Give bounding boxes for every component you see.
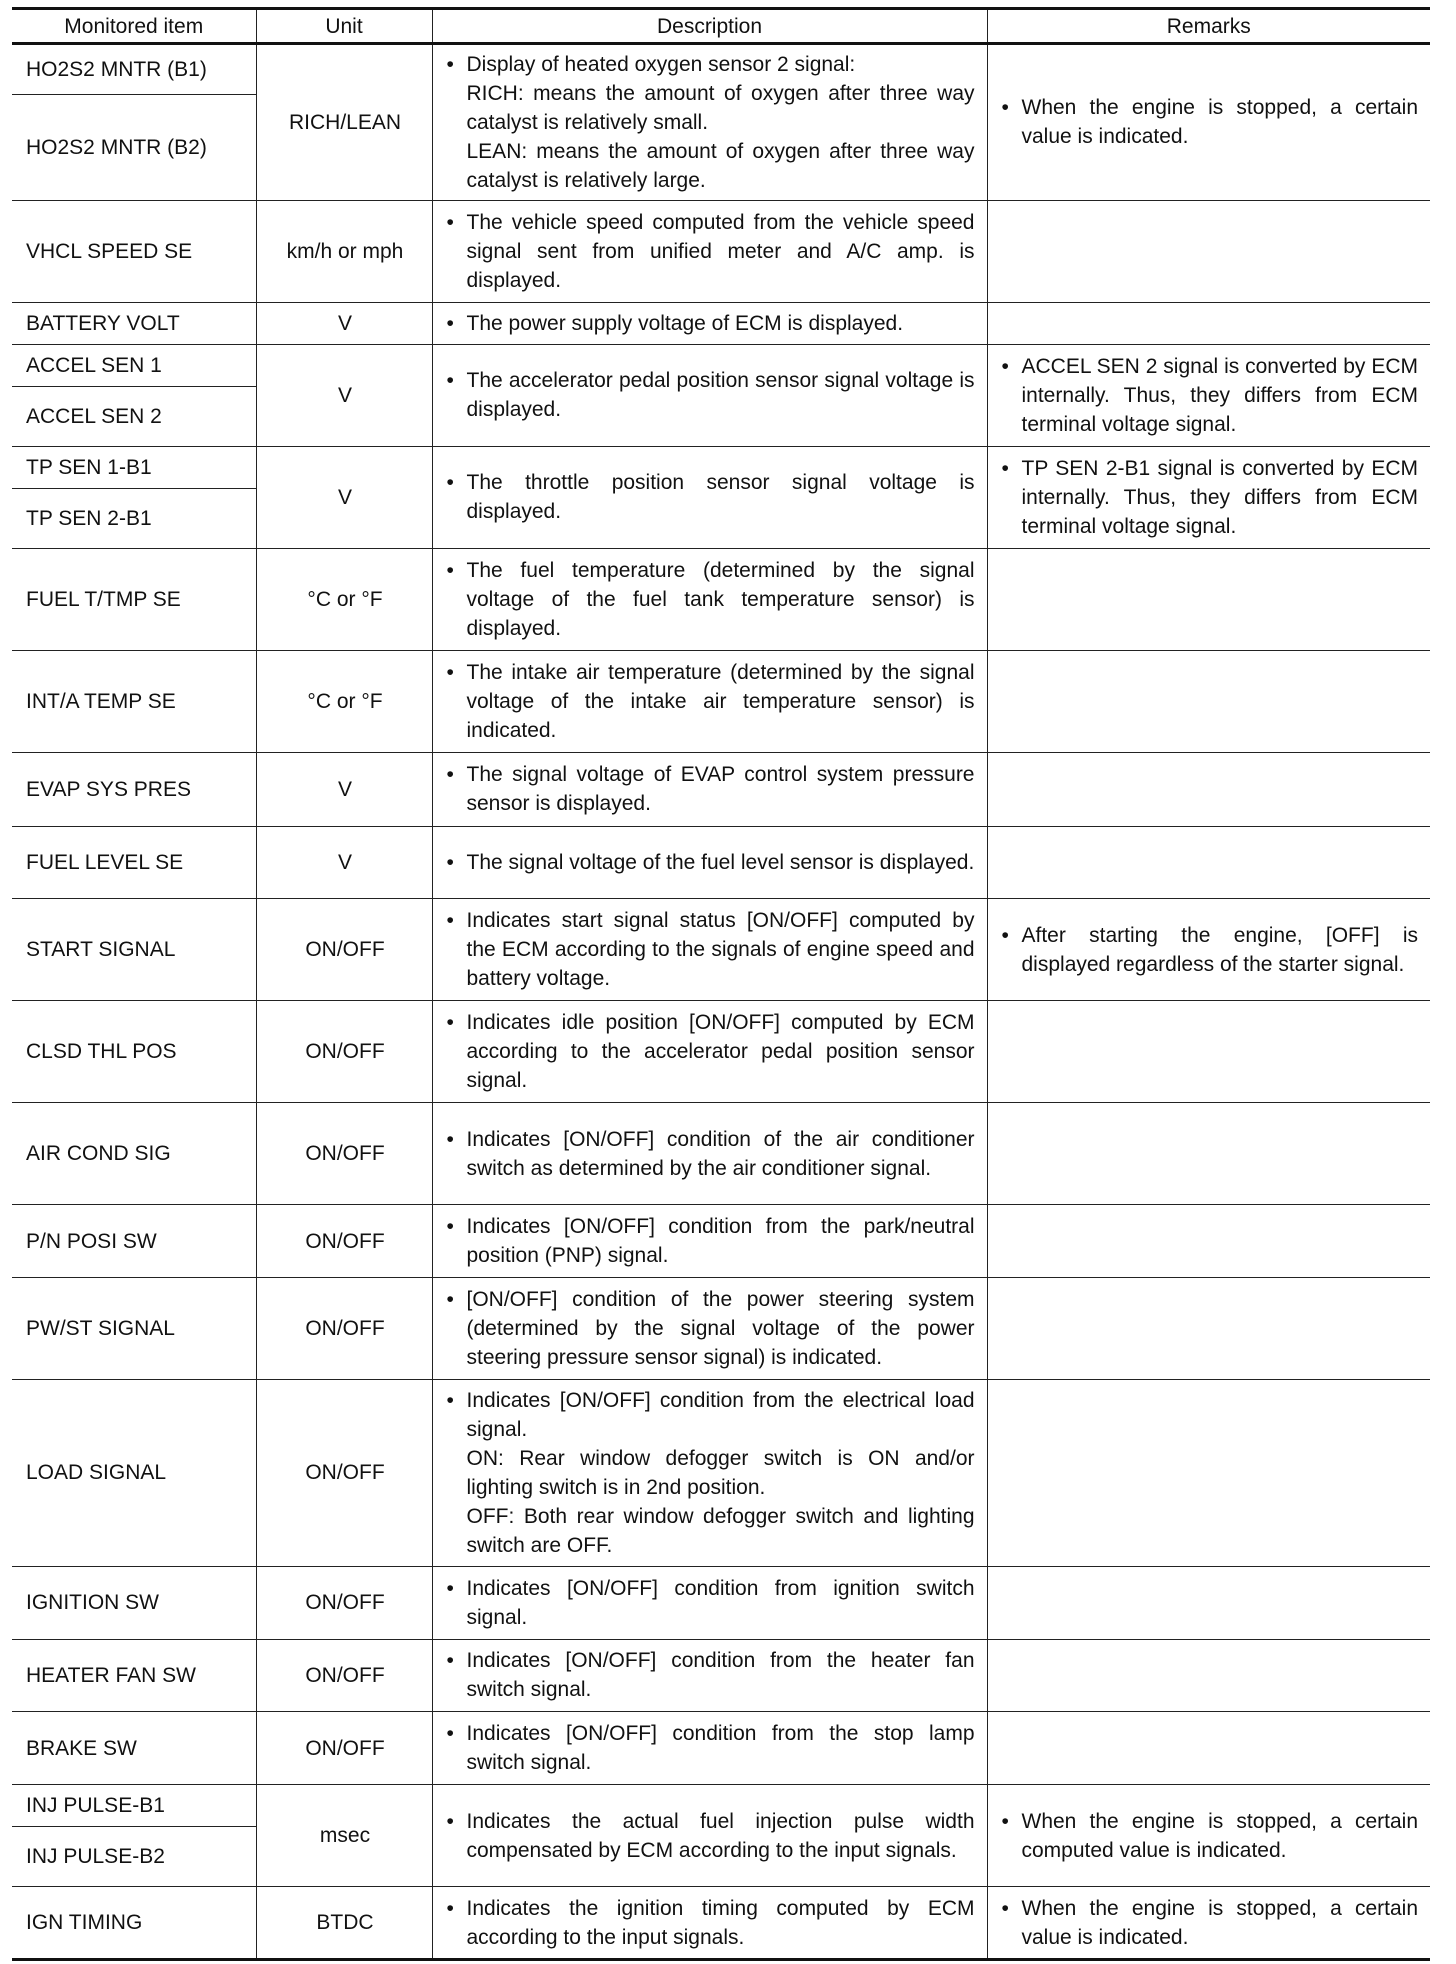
remarks-cell	[987, 1887, 1430, 1960]
remarks-cell	[987, 1566, 1430, 1639]
unit-cell: V	[256, 344, 432, 446]
monitored-item: BRAKE SW	[12, 1712, 256, 1785]
remark-text: When the engine is stopped, a certain computed value is indicated.	[1021, 1809, 1418, 1862]
unit-cell: ON/OFF	[256, 1639, 432, 1712]
bullet: •	[1001, 923, 1009, 947]
monitored-item: P/N POSI SW	[12, 1205, 256, 1278]
unit-cell: ON/OFF	[256, 1001, 432, 1103]
description-cell	[432, 650, 987, 752]
monitored-item: HEATER FAN SW	[12, 1639, 256, 1712]
description-text: Indicates [ON/OFF] condition of the air conditioner switch as determined by the air conditioner signal.	[466, 1127, 975, 1180]
monitored-item: PW/ST SIGNAL	[12, 1278, 256, 1380]
monitored-item: START SIGNAL	[12, 899, 256, 1001]
bullet: •	[446, 1576, 454, 1600]
description-text: The intake air temperature (determined by the signal voltage of the intake air temperature sensor) is indicated.	[466, 660, 975, 742]
table-row	[12, 826, 1430, 899]
description-cell	[432, 1785, 987, 1887]
remarks-cell	[987, 302, 1430, 344]
bullet: •	[446, 1722, 454, 1746]
bullet: •	[446, 369, 454, 393]
unit-cell: RICH/LEAN	[256, 44, 432, 201]
bullet: •	[446, 1896, 454, 1920]
bullet: •	[446, 1809, 454, 1833]
unit-cell: °C or °F	[256, 650, 432, 752]
monitored-item: ACCEL SEN 1	[12, 344, 256, 386]
unit-cell: V	[256, 302, 432, 344]
bullet: •	[446, 1288, 454, 1312]
description-text: The signal voltage of EVAP control system pressure sensor is displayed.	[466, 763, 975, 816]
unit-cell: msec	[256, 1785, 432, 1887]
bullet: •	[446, 1649, 454, 1673]
description-cell	[432, 1887, 987, 1960]
remarks-cell	[987, 548, 1430, 650]
bullet: •	[1001, 1809, 1009, 1833]
description-cell	[432, 1566, 987, 1639]
description-cell	[432, 1278, 987, 1380]
remarks-cell	[987, 44, 1430, 201]
description-cell	[432, 44, 987, 201]
bullet: •	[446, 1388, 454, 1412]
unit-cell: ON/OFF	[256, 899, 432, 1001]
table-row	[12, 1887, 1430, 1960]
description-text: Indicates the ignition timing computed by ECM according to the input signals.	[466, 1896, 975, 1949]
description-text: [ON/OFF] condition of the power steering system (determined by the signal voltage of the power steering pressure sensor signal) is indicated.	[466, 1288, 975, 1370]
unit-cell: V	[256, 826, 432, 899]
table-row	[12, 899, 1430, 1001]
remarks-cell	[987, 899, 1430, 1001]
monitored-item: EVAP SYS PRES	[12, 752, 256, 826]
monitored-item: IGN TIMING	[12, 1887, 256, 1960]
unit-cell: ON/OFF	[256, 1278, 432, 1380]
table-row	[12, 1785, 1430, 1827]
table-row	[12, 1278, 1430, 1380]
description-line: Indicates [ON/OFF] condition from the electrical load signal.	[466, 1388, 975, 1441]
description-cell	[432, 752, 987, 826]
description-text: The signal voltage of the fuel level sensor is displayed.	[466, 850, 975, 874]
description-line: RICH: means the amount of oxygen after three way catalyst is relatively small.	[466, 81, 975, 134]
monitored-item: IGNITION SW	[12, 1566, 256, 1639]
monitored-item: BATTERY VOLT	[12, 302, 256, 344]
unit-cell: km/h or mph	[256, 200, 432, 302]
description-cell	[432, 1639, 987, 1712]
remarks-cell	[987, 344, 1430, 446]
bullet: •	[446, 311, 454, 335]
unit-cell: V	[256, 446, 432, 548]
remarks-cell	[987, 650, 1430, 752]
description-cell	[432, 1205, 987, 1278]
table-row	[12, 1001, 1430, 1103]
description-text: Indicates [ON/OFF] condition from the park/neutral position (PNP) signal.	[466, 1215, 975, 1268]
bullet: •	[446, 1127, 454, 1151]
remarks-cell	[987, 1380, 1430, 1567]
description-text: The vehicle speed computed from the vehicle speed signal sent from unified meter and A/C amp. is displayed.	[466, 210, 975, 292]
unit-cell: °C or °F	[256, 548, 432, 650]
description-cell	[432, 1103, 987, 1205]
description-text: The power supply voltage of ECM is displayed.	[466, 311, 904, 335]
remarks-cell	[987, 1001, 1430, 1103]
remark-text: After starting the engine, [OFF] is displayed regardless of the starter signal.	[1021, 923, 1418, 976]
description-text: The fuel temperature (determined by the signal voltage of the fuel tank temperature sensor) is displayed.	[466, 558, 975, 640]
header-row	[12, 9, 1430, 44]
description-cell	[432, 302, 987, 344]
monitored-item: FUEL T/TMP SE	[12, 548, 256, 650]
monitor-item-table	[12, 7, 1430, 1961]
table-row	[12, 1103, 1430, 1205]
unit-cell: ON/OFF	[256, 1103, 432, 1205]
remark-text: TP SEN 2-B1 signal is converted by ECM internally. Thus, they differs from ECM terminal voltage signal.	[1021, 456, 1418, 538]
remarks-cell	[987, 446, 1430, 548]
remarks-cell	[987, 200, 1430, 302]
bullet: •	[1001, 456, 1009, 480]
monitored-item: AIR COND SIG	[12, 1103, 256, 1205]
bullet: •	[446, 210, 454, 234]
remarks-cell	[987, 752, 1430, 826]
bullet: •	[446, 1011, 454, 1035]
remarks-cell	[987, 826, 1430, 899]
description-line: LEAN: means the amount of oxygen after three way catalyst is relatively large.	[466, 139, 975, 192]
table-row	[12, 302, 1430, 344]
header-description: Description	[432, 9, 987, 44]
table-row	[12, 44, 1430, 95]
bullet: •	[1001, 1896, 1009, 1920]
monitored-item: LOAD SIGNAL	[12, 1380, 256, 1567]
monitored-item: INT/A TEMP SE	[12, 650, 256, 752]
description-cell	[432, 548, 987, 650]
remarks-cell	[987, 1785, 1430, 1887]
bullet: •	[446, 1215, 454, 1239]
description-text: Indicates [ON/OFF] condition from ignition switch signal.	[466, 1576, 975, 1629]
monitored-item: TP SEN 2-B1	[12, 489, 256, 549]
remark-text: When the engine is stopped, a certain value is indicated.	[1021, 96, 1418, 149]
bullet: •	[446, 763, 454, 787]
description-cell	[432, 446, 987, 548]
table-row	[12, 548, 1430, 650]
remarks-cell	[987, 1278, 1430, 1380]
description-text: Indicates the actual fuel injection pulse width compensated by ECM according to the input signals.	[466, 1809, 975, 1862]
header-monitored-item: Monitored item	[12, 9, 256, 44]
header-unit: Unit	[256, 9, 432, 44]
description-cell	[432, 1380, 987, 1567]
header-remarks: Remarks	[987, 9, 1430, 44]
description-line: OFF: Both rear window defogger switch and lighting switch are OFF.	[466, 1504, 975, 1557]
remarks-cell	[987, 1103, 1430, 1205]
table-row	[12, 1712, 1430, 1785]
table-row	[12, 1566, 1430, 1639]
remarks-cell	[987, 1205, 1430, 1278]
monitored-item: INJ PULSE-B2	[12, 1827, 256, 1887]
monitored-item: VHCL SPEED SE	[12, 200, 256, 302]
description-cell	[432, 826, 987, 899]
bullet: •	[446, 471, 454, 495]
description-text: Indicates idle position [ON/OFF] computed by ECM according to the accelerator pedal position sensor signal.	[466, 1011, 975, 1093]
bullet: •	[446, 850, 454, 874]
description-cell	[432, 899, 987, 1001]
table-row	[12, 344, 1430, 386]
table-row	[12, 650, 1430, 752]
unit-cell: ON/OFF	[256, 1380, 432, 1567]
description-line: ON: Rear window defogger switch is ON and/or lighting switch is in 2nd position.	[466, 1446, 975, 1499]
bullet: •	[446, 660, 454, 684]
monitored-item: INJ PULSE-B1	[12, 1785, 256, 1827]
description-text: Indicates start signal status [ON/OFF] computed by the ECM according to the signals of engine speed and battery voltage.	[466, 909, 975, 991]
description-cell	[432, 1001, 987, 1103]
description-text: Indicates [ON/OFF] condition from the stop lamp switch signal.	[466, 1722, 975, 1775]
table-row	[12, 446, 1430, 488]
unit-cell: BTDC	[256, 1887, 432, 1960]
table-row	[12, 200, 1430, 302]
monitored-item: TP SEN 1-B1	[12, 446, 256, 488]
monitored-item: CLSD THL POS	[12, 1001, 256, 1103]
monitored-item: ACCEL SEN 2	[12, 387, 256, 447]
bullet: •	[1001, 354, 1009, 378]
description-cell	[432, 1712, 987, 1785]
description-text: Indicates [ON/OFF] condition from the heater fan switch signal.	[466, 1649, 975, 1702]
description-line: Display of heated oxygen sensor 2 signal:	[466, 52, 856, 76]
table-row	[12, 1380, 1430, 1567]
remarks-cell	[987, 1639, 1430, 1712]
table-row	[12, 752, 1430, 826]
bullet: •	[1001, 96, 1009, 120]
description-text: The throttle position sensor signal voltage is displayed.	[466, 471, 975, 524]
description-cell	[432, 344, 987, 446]
remark-text: ACCEL SEN 2 signal is converted by ECM internally. Thus, they differs from ECM terminal voltage signal.	[1021, 354, 1418, 436]
monitored-item: FUEL LEVEL SE	[12, 826, 256, 899]
table-row	[12, 1639, 1430, 1712]
unit-cell: ON/OFF	[256, 1205, 432, 1278]
bullet: •	[446, 558, 454, 582]
unit-cell: ON/OFF	[256, 1712, 432, 1785]
unit-cell: V	[256, 752, 432, 826]
remarks-cell	[987, 1712, 1430, 1785]
monitored-item: HO2S2 MNTR (B2)	[12, 95, 256, 200]
unit-cell: ON/OFF	[256, 1566, 432, 1639]
bullet: •	[446, 52, 454, 76]
description-text: The accelerator pedal position sensor signal voltage is displayed.	[466, 369, 975, 422]
remark-text: When the engine is stopped, a certain value is indicated.	[1021, 1896, 1418, 1949]
description-cell	[432, 200, 987, 302]
table-row	[12, 1205, 1430, 1278]
monitored-item: HO2S2 MNTR (B1)	[12, 44, 256, 95]
bullet: •	[446, 909, 454, 933]
